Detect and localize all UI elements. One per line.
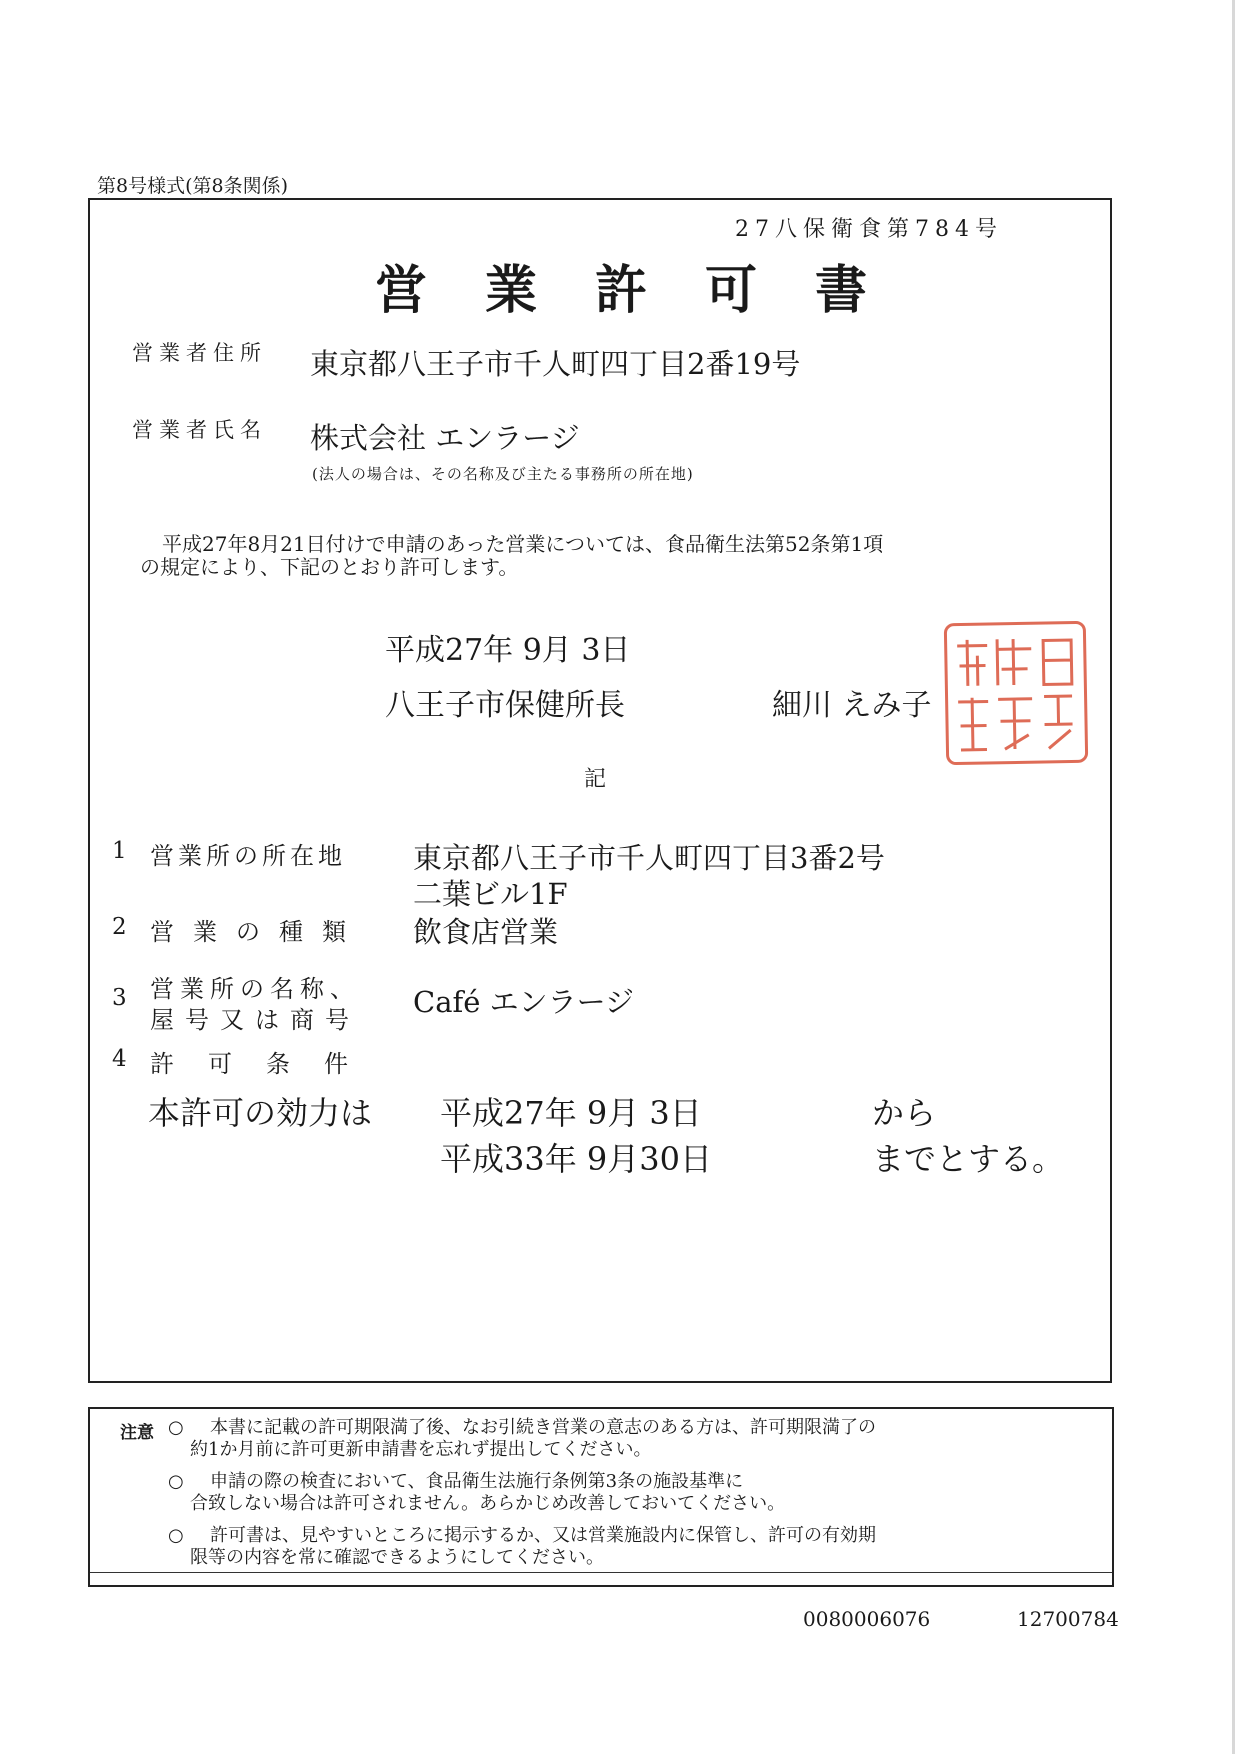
footer-code-2: 12700784	[1017, 1607, 1119, 1631]
item-3-label-line-1: 営業所の名称、	[150, 975, 360, 1003]
item-1-value-line-1: 東京都八王子市千人町四丁目3番2号	[413, 841, 885, 875]
note-1-line-1: 本書に記載の許可期限満了後、なお引続き営業の意志のある方は、許可期限満了の	[210, 1417, 876, 1438]
item-3-value: Café エンラージ	[413, 985, 635, 1019]
permit-number: 27八保衛食第784号	[735, 217, 1003, 242]
official-seal-stamp	[944, 621, 1088, 765]
item-2-number: 2	[112, 914, 127, 940]
item-2-label: 営業の種類	[150, 918, 365, 946]
issuer-name: 細川 えみ子	[772, 688, 932, 723]
validity-from-suffix: から	[872, 1094, 937, 1132]
operator-address-label: 営業者住所	[132, 341, 267, 365]
operator-name-label: 営業者氏名	[132, 418, 267, 442]
validity-from-date: 平成27年 9月 3日	[440, 1094, 702, 1132]
issue-date: 平成27年 9月 3日	[385, 633, 631, 668]
note-3-line-2: 限等の内容を常に確認できるようにしてください。	[190, 1547, 604, 1568]
note-1-bullet: ○	[168, 1417, 184, 1438]
item-1-value-line-2: 二葉ビル1F	[413, 877, 568, 911]
item-3-label-line-2: 屋号又は商号	[150, 1006, 360, 1034]
note-2-line-1: 申請の際の検査において、食品衛生法施行条例第3条の施設基準に	[210, 1471, 744, 1492]
item-3-number: 3	[112, 985, 127, 1011]
form-label: 第8号様式(第8条関係)	[97, 175, 289, 197]
statement-line-1: 平成27年8月21日付けで申請のあった営業については、食品衛生法第52条第1項	[162, 532, 884, 556]
note-2-line-2: 合致しない場合は許可されません。あらかじめ改善しておいてください。	[190, 1493, 786, 1514]
note-1-line-2: 約1か月前に許可更新申請書を忘れず提出してください。	[190, 1439, 652, 1460]
note-2-bullet: ○	[168, 1471, 184, 1492]
validity-to-date: 平成33年 9月30日	[440, 1140, 712, 1178]
item-4-number: 4	[112, 1046, 127, 1072]
scan-edge	[1232, 0, 1235, 1754]
note-3-bullet: ○	[168, 1525, 184, 1546]
notes-divider	[90, 1572, 1112, 1573]
item-4-label: 許可条件	[150, 1050, 382, 1078]
document-title: 営業許可書	[375, 260, 926, 321]
note-3-line-1: 許可書は、見やすいところに掲示するか、又は営業施設内に保管し、許可の有効期	[210, 1525, 876, 1546]
operator-name-note: (法人の場合は、その名称及び主たる事務所の所在地)	[312, 465, 694, 483]
item-1-label: 営業所の所在地	[150, 842, 346, 870]
footer-code-1: 0080006076	[803, 1607, 931, 1631]
item-2-value: 飲食店営業	[413, 915, 559, 949]
item-1-number: 1	[112, 838, 127, 864]
statement-line-2: の規定により、下記のとおり許可します。	[140, 555, 519, 579]
notes-heading: 注意	[120, 1423, 154, 1443]
operator-name: 株式会社 エンラージ	[310, 421, 580, 455]
validity-to-suffix: までとする。	[872, 1140, 1065, 1178]
issuer-title: 八王子市保健所長	[385, 688, 625, 723]
ki-marker: 記	[584, 767, 607, 792]
validity-prefix: 本許可の効力は	[148, 1094, 373, 1132]
operator-address: 東京都八王子市千人町四丁目2番19号	[310, 347, 801, 381]
